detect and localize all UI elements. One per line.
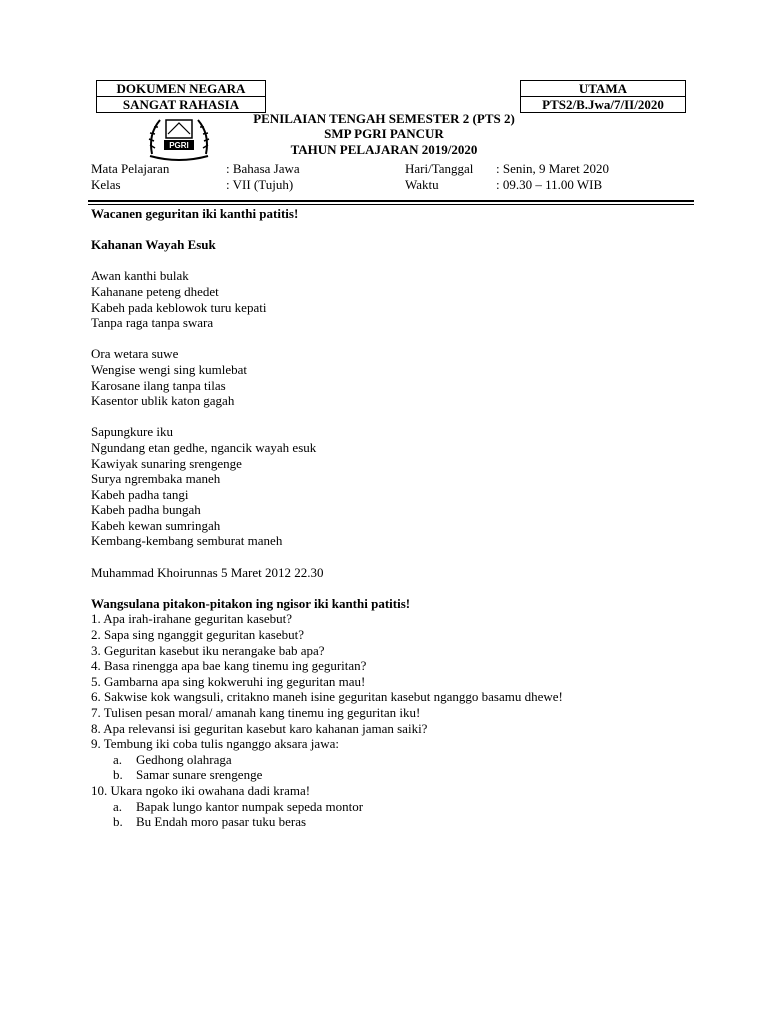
sub-item-text: Gedhong olahraga <box>136 751 232 767</box>
poem-line: Tanpa raga tanpa swara <box>91 315 214 331</box>
question-item: 4. Basa rinengga apa bae kang tinemu ing geguritan? <box>91 658 367 674</box>
poem-line: Sapungkure iku <box>91 424 173 440</box>
sub-item <box>91 752 691 768</box>
date-value: : Senin, 9 Maret 2020 <box>496 161 610 176</box>
poem-line: Kabeh padha tangi <box>91 486 189 502</box>
sub-item-text: Bu Endah moro pasar tuku beras <box>136 814 307 830</box>
question-item: 8. Apa relevansi isi geguritan kasebut karo kahanan jaman saiki? <box>91 720 428 736</box>
class-value: : VII (Tujuh) <box>226 177 294 192</box>
question-item: 10. Ukara ngoko iki owahana dadi krama! <box>91 782 311 798</box>
reading-instruction: Wacanen geguritan iki kanthi patitis! <box>91 206 299 221</box>
poem-line: Kabeh pada keblowok turu kepati <box>91 299 267 315</box>
poem-author: Muhammad Khoirunnas 5 Maret 2012 22.30 <box>91 564 324 580</box>
question-item: 7. Tulisen pesan moral/ amanah kang tinemu ing geguritan iku! <box>91 705 421 720</box>
header-divider-thick <box>88 200 694 202</box>
exam-content <box>91 206 691 830</box>
poem-line: Karosane ilang tanpa tilas <box>91 377 226 393</box>
classification-line-2: SANGAT RAHASIA <box>97 96 265 112</box>
sub-item <box>91 767 691 783</box>
sub-item-label: a. <box>113 751 123 767</box>
classification-line-1: DOKUMEN NEGARA <box>116 81 246 96</box>
question-item: 6. Sakwise kok wangsuli, critakno maneh isine geguritan kasebut nganggo basamu dhewe! <box>91 689 563 705</box>
questions-instruction: Wangsulana pitakon-pitakon ing ngisor iki kanthi patitis! <box>91 595 411 611</box>
poem-line: Wengise wengi sing kumlebat <box>91 361 248 377</box>
school-name: SMP PGRI PANCUR <box>324 126 444 141</box>
sub-item-label: a. <box>113 798 123 814</box>
question-item: 9. Tembung iki coba tulis nganggo aksara jawa: <box>91 736 339 752</box>
poem-line: Surya ngrembaka maneh <box>91 471 221 487</box>
subject-value: : Bahasa Jawa <box>226 161 300 176</box>
poem-line: Kembang-kembang semburat maneh <box>91 533 283 549</box>
poem-line: Kasentor ublik katon gagah <box>91 393 235 409</box>
poem-line: Awan kanthi bulak <box>91 268 189 284</box>
question-item: 3. Geguritan kasebut iku nerangake bab apa? <box>91 642 325 658</box>
code-line-2: PTS2/B.Jwa/7/II/2020 <box>521 96 685 112</box>
sub-item <box>91 814 691 830</box>
poem-line: Ora wetara suwe <box>91 346 179 362</box>
poem-line: Kabeh kewan sumringah <box>91 517 221 533</box>
classification-box <box>96 80 266 113</box>
class-label: Kelas <box>91 177 121 192</box>
code-line-1: UTAMA <box>578 81 628 96</box>
subject-label: Mata Pelajaran <box>91 161 170 176</box>
poem-line: Kawiyak sunaring srengenge <box>91 455 242 471</box>
question-item: 1. Apa irah-irahane geguritan kasebut? <box>91 611 293 627</box>
sub-item-label: b. <box>113 767 123 783</box>
svg-text:PGRI: PGRI <box>169 141 189 150</box>
date-label: Hari/Tanggal <box>405 161 474 176</box>
sub-item-label: b. <box>113 814 123 830</box>
poem-line: Kabeh padha bungah <box>91 502 201 518</box>
poem-title: Kahanan Wayah Esuk <box>91 237 216 253</box>
question-item: 2. Sapa sing nganggit geguritan kasebut? <box>91 627 305 643</box>
sub-item <box>91 799 691 815</box>
header-divider-thin <box>88 204 694 205</box>
code-box <box>520 80 686 113</box>
exam-title: PENILAIAN TENGAH SEMESTER 2 (PTS 2) <box>253 111 515 126</box>
sub-item-text: Samar sunare srengenge <box>136 767 263 783</box>
question-item: 5. Gambarna apa sing kokweruhi ing geguritan mau! <box>91 673 366 689</box>
poem-line: Ngundang etan gedhe, ngancik wayah esuk <box>91 439 317 455</box>
poem-line: Kahanane peteng dhedet <box>91 283 219 299</box>
time-label: Waktu <box>405 177 439 192</box>
sub-item-text: Bapak lungo kantor numpak sepeda montor <box>136 798 364 814</box>
time-value: : 09.30 – 11.00 WIB <box>496 177 603 192</box>
academic-year: TAHUN PELAJARAN 2019/2020 <box>290 142 478 157</box>
